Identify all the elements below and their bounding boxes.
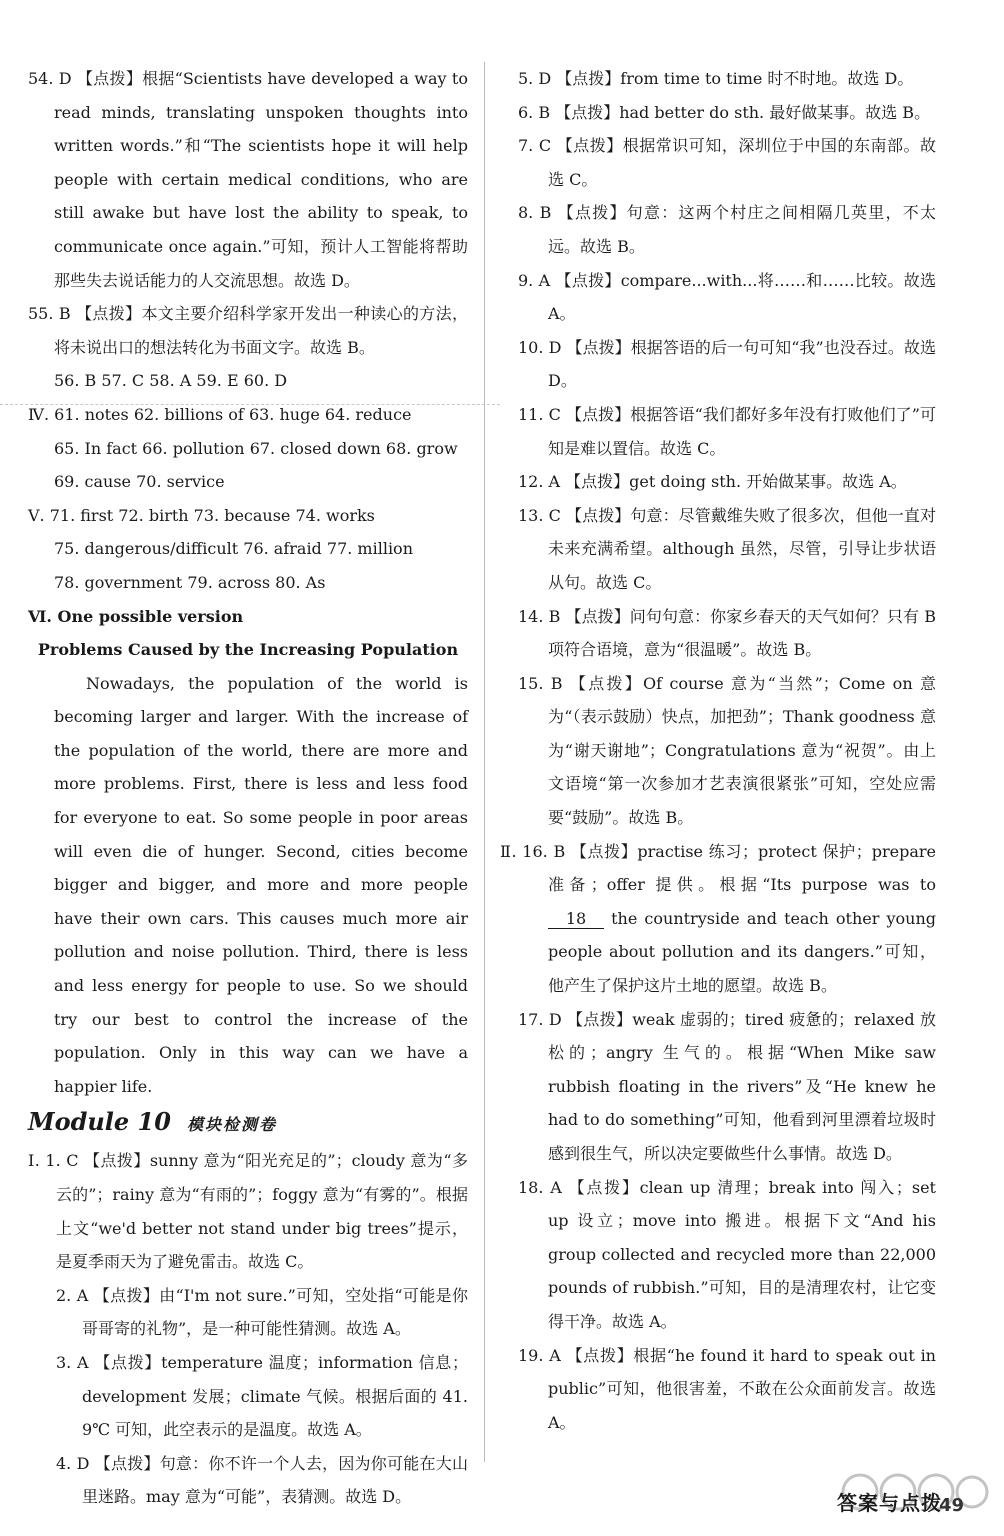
answer-6: 6. B 【点拨】had better do sth. 最好做某事。故选 B。	[518, 102, 931, 122]
footer-brand: 答案与点拨	[837, 1491, 942, 1515]
module-subtitle: 模块检测卷	[186, 1115, 277, 1135]
answer-14: 14. B 【点拨】问句句意：你家乡春天的天气如何？只有 B 项符合语境，意为“很温暖”。故选 B。	[518, 606, 936, 660]
answer-55: 55. B 【点拨】本文主要介绍科学家开发出一种读心的方法，将未说出口的想法转化为书面文字。故选 B。	[28, 304, 468, 357]
section-iv-line-2: 65. In fact 66. pollution 67. closed down 68. grow	[54, 438, 458, 458]
section-iv-line-1: Ⅳ. 61. notes 62. billions of 63. huge 64. reduce	[28, 404, 412, 424]
answer-16-part-b: the countryside and teach other young people about pollution and its dangers.”可知，他产生了保护这片土地的愿望。故选 B。	[548, 908, 936, 996]
answer-16-blank: 18	[548, 910, 604, 929]
answer-5: 5. D 【点拨】from time to time 时不时地。故选 D。	[518, 69, 914, 88]
page-number: 49	[938, 1495, 964, 1516]
module-heading	[28, 1103, 468, 1144]
answer-2: 2. A 【点拨】由“I'm not sure.”可知，空处指“可能是你哥哥寄的礼物”，是一种可能性猜测。故选 A。	[56, 1285, 468, 1339]
answer-18: 18. A 【点拨】clean up 清理；break into 闯入；set up 设立；move into 搬进。根据下文“And his group collected and recycled more than 22,000 pounds of rubbish.”可知，目的是清理农村，让它变得干净。故选 A。	[518, 1177, 936, 1331]
section-v-line-1: Ⅴ. 71. first 72. birth 73. because 74. works	[28, 505, 375, 525]
answer-17: 17. D 【点拨】weak 虚弱的；tired 疲惫的；relaxed 放松的；angry 生气的。根据“When Mike saw rubbish floating in the rivers”及“He knew he had to do something”可知，他看到河里漂着垃圾时感到很生气，所以决定要做些什么事情。故选 D。	[518, 1009, 936, 1163]
left-column	[28, 62, 468, 1514]
answer-10: 10. D 【点拨】根据答语的后一句可知“我”也没吞过。故选 D。	[518, 337, 936, 391]
section-v-line-3: 78. government 79. across 80. As	[54, 572, 326, 592]
module-title: Module 10	[28, 1107, 171, 1137]
answer-9: 9. A 【点拨】compare...with...将……和……比较。故选 A。	[518, 270, 936, 324]
column-divider	[484, 62, 485, 1462]
answers-56-60: 56. B 57. C 58. A 59. E 60. D	[54, 371, 288, 391]
answer-16	[500, 835, 936, 1003]
section-vi-label: Ⅵ. One possible version	[28, 606, 244, 626]
answer-12: 12. A 【点拨】get doing sth. 开始做某事。故选 A。	[518, 472, 907, 492]
essay-title: Problems Caused by the Increasing Population	[37, 640, 459, 660]
answer-4: 4. D 【点拨】句意：你不许一个人去，因为你可能在大山里迷路。may 意为“可能”，表猜测。故选 D。	[56, 1453, 468, 1507]
right-column	[500, 62, 936, 1439]
answer-7: 7. C 【点拨】根据常识可知，深圳位于中国的东南部。故选 C。	[518, 136, 936, 189]
answer-19: 19. A 【点拨】根据“he found it hard to speak out in public”可知，他很害羞，不敢在公众面前发言。故选 A。	[518, 1345, 936, 1432]
answer-8: 8. B 【点拨】句意：这两个村庄之间相隔几英里，不太远。故选 B。	[518, 203, 936, 256]
answer-1: Ⅰ. 1. C 【点拨】sunny 意为“阳光充足的”；cloudy 意为“多云的”；rainy 意为“有雨的”；foggy 意为“有雾的”。根据上文“we'd better not stand under big trees”提示，是夏季雨天为了避免雷击。故选 C。	[28, 1151, 468, 1272]
answer-3: 3. A 【点拨】temperature 温度；information 信息；development 发展；climate 气候。根据后面的 41. 9℃ 可知，此空表示的是温度。故选 A。	[56, 1352, 468, 1440]
section-iv-line-3: 69. cause 70. service	[54, 472, 225, 492]
answer-15: 15. B 【点拨】Of course 意为“当然”；Come on 意为“（表示鼓励）快点，加把劲”；Thank goodness 意为“谢天谢地”；Congratulations 意为“祝贺”。由上文语境“第一次参加才艺表演很紧张”可知，空处应需要“鼓励”。故选 B。	[518, 673, 936, 828]
answer-16-part-a: Ⅱ. 16. B 【点拨】practise 练习；protect 保护；prepare 准备；offer 提供。根据“Its purpose was to	[500, 841, 936, 895]
answer-11: 11. C 【点拨】根据答语“我们都好多年没有打败他们了”可知是难以置信。故选 C。	[518, 404, 936, 458]
answer-13: 13. C 【点拨】句意：尽管戴维失败了很多次，但他一直对未来充满希望。although 虽然，尽管，引导让步状语从句。故选 C。	[518, 505, 936, 592]
answer-54: 54. D 【点拨】根据“Scientists have developed a way to read minds, translating unspoken thoughts into written words.”和“The scientists hope it will help people with certain medical conditions, who are still awake but have lost the ability to speak, to communicate once again.”可知，预计人工智能将帮助那些失去说话能力的人交流思想。故选 D。	[28, 69, 468, 290]
essay-body: Nowadays, the population of the world is becoming larger and larger. With the increase of the population of the world, there are more and more problems. First, there is less and less food for everyone to eat. So some people in poor areas will even die of hunger. Second, cities become bigger and bigger, and more and more people have their own cars. This causes much more air pollution and noise pollution. Third, there is less and less energy for people to use. So we should try our best to control the increase of the population. Only in this way can we have a happier life.	[54, 673, 468, 1096]
section-v-line-2: 75. dangerous/difficult 76. afraid 77. million	[54, 539, 413, 559]
